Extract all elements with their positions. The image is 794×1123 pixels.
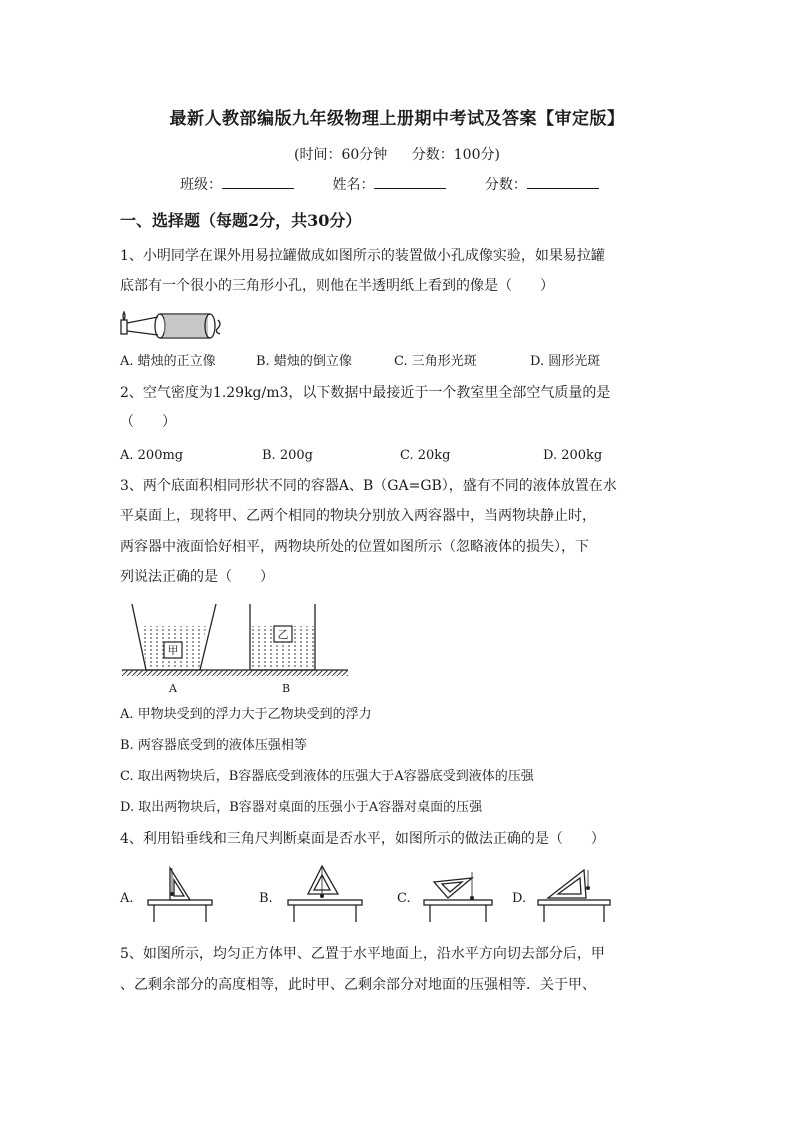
- student-fields: [180, 174, 633, 194]
- q1-option-a[interactable]: A. 蜡烛的正立像: [120, 354, 216, 369]
- score-label: 分数：: [484, 177, 527, 193]
- q2-line1: 2、空气密度为1.29kg/m3，以下数据中最接近于一个教室里全部空气质量的是: [120, 385, 611, 401]
- q1-option-d[interactable]: D. 圆形光斑: [530, 354, 601, 369]
- candle-icon: [121, 312, 127, 334]
- score-field: [485, 174, 599, 194]
- section-heading: 一、选择题（每题2分，共30分）: [120, 211, 362, 230]
- q3-option-a[interactable]: A. 甲物块受到的浮力大于乙物块受到的浮力: [120, 707, 372, 722]
- q3-option-b[interactable]: B. 两容器底受到的液体压强相等: [120, 738, 307, 753]
- q5-line1: 5、如图所示，均匀正方体甲、乙置于水平地面上，沿水平方向切去部分后，甲: [120, 946, 605, 962]
- q4-label-d[interactable]: D.: [512, 891, 527, 906]
- name-field: [332, 174, 446, 194]
- block-yi-label: 乙: [277, 628, 289, 641]
- exam-score: 分数：100分): [411, 147, 500, 163]
- q3-line2: 平桌面上，现将甲、乙两个相同的物块分别放入两容器中，当两物块静止时，: [120, 508, 596, 524]
- name-label: 姓名：: [332, 177, 375, 193]
- block-jia-label: 甲: [167, 644, 179, 657]
- q3-line3: 两容器中液面恰好相平，两物块所处的位置如图所示（忽略液体的损失），下: [120, 539, 589, 555]
- container-a: [132, 604, 216, 670]
- q4-figure-d: [534, 862, 614, 926]
- page-title: 最新人教部编版九年级物理上册期中考试及答案【审定版】: [169, 109, 625, 129]
- q2-option-b[interactable]: B. 200g: [262, 448, 313, 463]
- q3-containers-figure: [118, 600, 358, 696]
- q4-label-c[interactable]: C.: [397, 891, 411, 906]
- q1-line1: 1、小明同学在课外用易拉罐做成如图所示的装置做小孔成像实验，如果易拉罐: [120, 248, 605, 264]
- q1-pinhole-figure: [118, 306, 228, 340]
- exam-time: (时间：60分钟: [294, 147, 388, 163]
- q1-option-b[interactable]: B. 蜡烛的倒立像: [256, 354, 352, 369]
- q1-option-c[interactable]: C. 三角形光斑: [394, 354, 477, 369]
- q4-figure-c: [420, 862, 496, 926]
- q4-label-b[interactable]: B.: [259, 891, 273, 906]
- q2-option-d[interactable]: D. 200kg: [543, 448, 603, 463]
- q1-line2: 底部有一个很小的三角形小孔，则他在半透明纸上看到的像是（ ）: [120, 278, 554, 294]
- class-field: [180, 174, 294, 194]
- q4-figure-a: [144, 862, 216, 926]
- q4-line1: 4、利用铅垂线和三角尺判断桌面是否水平，如图所示的做法正确的是（ ）: [120, 831, 605, 847]
- q4-label-a[interactable]: A.: [120, 891, 134, 906]
- q5-line2: 、乙剩余部分的高度相等，此时甲、乙剩余部分对地面的压强相等．关于甲、: [120, 977, 596, 993]
- container-b-label: B: [281, 682, 291, 695]
- q3-option-d[interactable]: D. 取出两物块后，B容器对桌面的压强小于A容器对桌面的压强: [120, 800, 483, 815]
- class-label: 班级：: [180, 177, 222, 193]
- q4-figure-b: [284, 862, 366, 926]
- class-blank[interactable]: [222, 176, 294, 189]
- container-a-label: A: [169, 682, 177, 695]
- q3-line4: 列说法正确的是（ ）: [120, 569, 274, 585]
- q3-line1: 3、两个底面积相同形状不同的容器A、B（GA=GB），盛有不同的液体放置在水: [120, 478, 617, 494]
- q2-option-a[interactable]: A. 200mg: [120, 448, 184, 463]
- score-blank[interactable]: [527, 176, 599, 189]
- q3-option-c[interactable]: C. 取出两物块后，B容器底受到液体的压强大于A容器底受到液体的压强: [120, 769, 534, 784]
- q2-line2: （ ）: [120, 414, 176, 430]
- exam-meta: [0, 144, 794, 164]
- q2-option-c[interactable]: C. 20kg: [400, 448, 451, 463]
- container-b: [250, 604, 315, 670]
- name-blank[interactable]: [374, 176, 446, 189]
